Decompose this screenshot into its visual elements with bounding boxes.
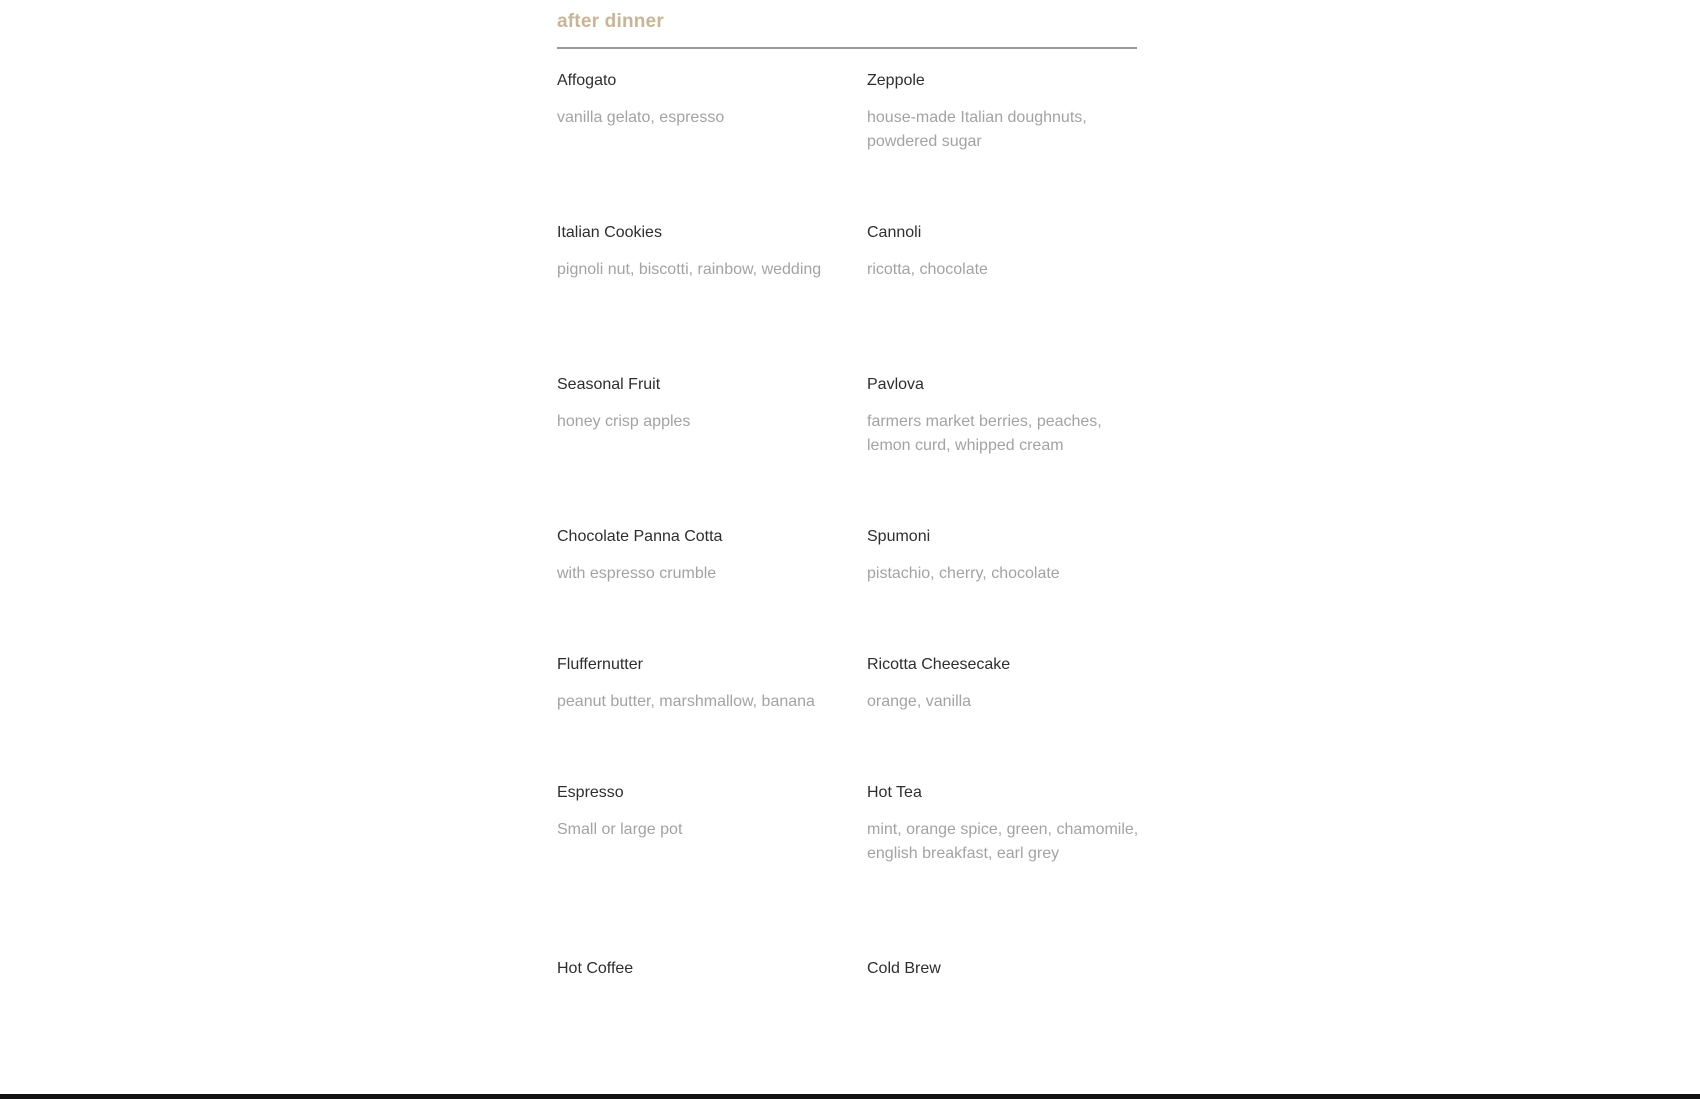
item-description: farmers market berries, peaches, lemon curd, whipped cream [867, 413, 1102, 454]
item-name: Seasonal Fruit [557, 376, 661, 393]
item-name: Cold Brew [867, 960, 941, 977]
item-name: Hot Tea [867, 784, 922, 801]
menu-item [557, 70, 837, 130]
menu-item [557, 222, 837, 282]
menu-item [867, 654, 1147, 714]
item-name: Chocolate Panna Cotta [557, 528, 723, 545]
menu-item [867, 782, 1147, 866]
item-name: Hot Coffee [557, 960, 634, 977]
item-description: honey crisp apples [557, 413, 691, 430]
item-description: pistachio, cherry, chocolate [867, 565, 1060, 582]
footer-bar [0, 1094, 1700, 1099]
item-description: mint, orange spice, green, chamomile, english breakfast, earl grey [867, 821, 1139, 862]
item-description: ricotta, chocolate [867, 261, 988, 278]
item-description: orange, vanilla [867, 693, 972, 710]
item-description: house-made Italian doughnuts, powdered sugar [867, 109, 1087, 150]
item-name: Pavlova [867, 376, 924, 393]
item-name: Affogato [557, 72, 617, 89]
menu-item [867, 222, 1147, 282]
menu-item [557, 782, 837, 842]
item-name: Cannoli [867, 224, 922, 241]
menu-item [867, 526, 1147, 586]
item-description: Small or large pot [557, 821, 683, 838]
item-description: with espresso crumble [557, 565, 717, 582]
menu-item [867, 958, 1147, 980]
item-description: vanilla gelato, espresso [557, 109, 725, 126]
item-description: peanut butter, marshmallow, banana [557, 693, 815, 710]
item-name: Espresso [557, 784, 624, 801]
menu-item [867, 374, 1147, 458]
menu-item [867, 70, 1147, 154]
section-divider [557, 47, 1137, 49]
menu-item [557, 654, 837, 714]
section-title: after dinner [557, 11, 664, 32]
menu-item [557, 526, 837, 586]
item-description: pignoli nut, biscotti, rainbow, wedding [557, 261, 822, 278]
menu-item [557, 374, 837, 434]
item-name: Zeppole [867, 72, 925, 89]
menu-item [557, 958, 837, 980]
item-name: Fluffernutter [557, 656, 643, 673]
item-name: Spumoni [867, 528, 931, 545]
item-name: Italian Cookies [557, 224, 662, 241]
item-name: Ricotta Cheesecake [867, 656, 1011, 673]
